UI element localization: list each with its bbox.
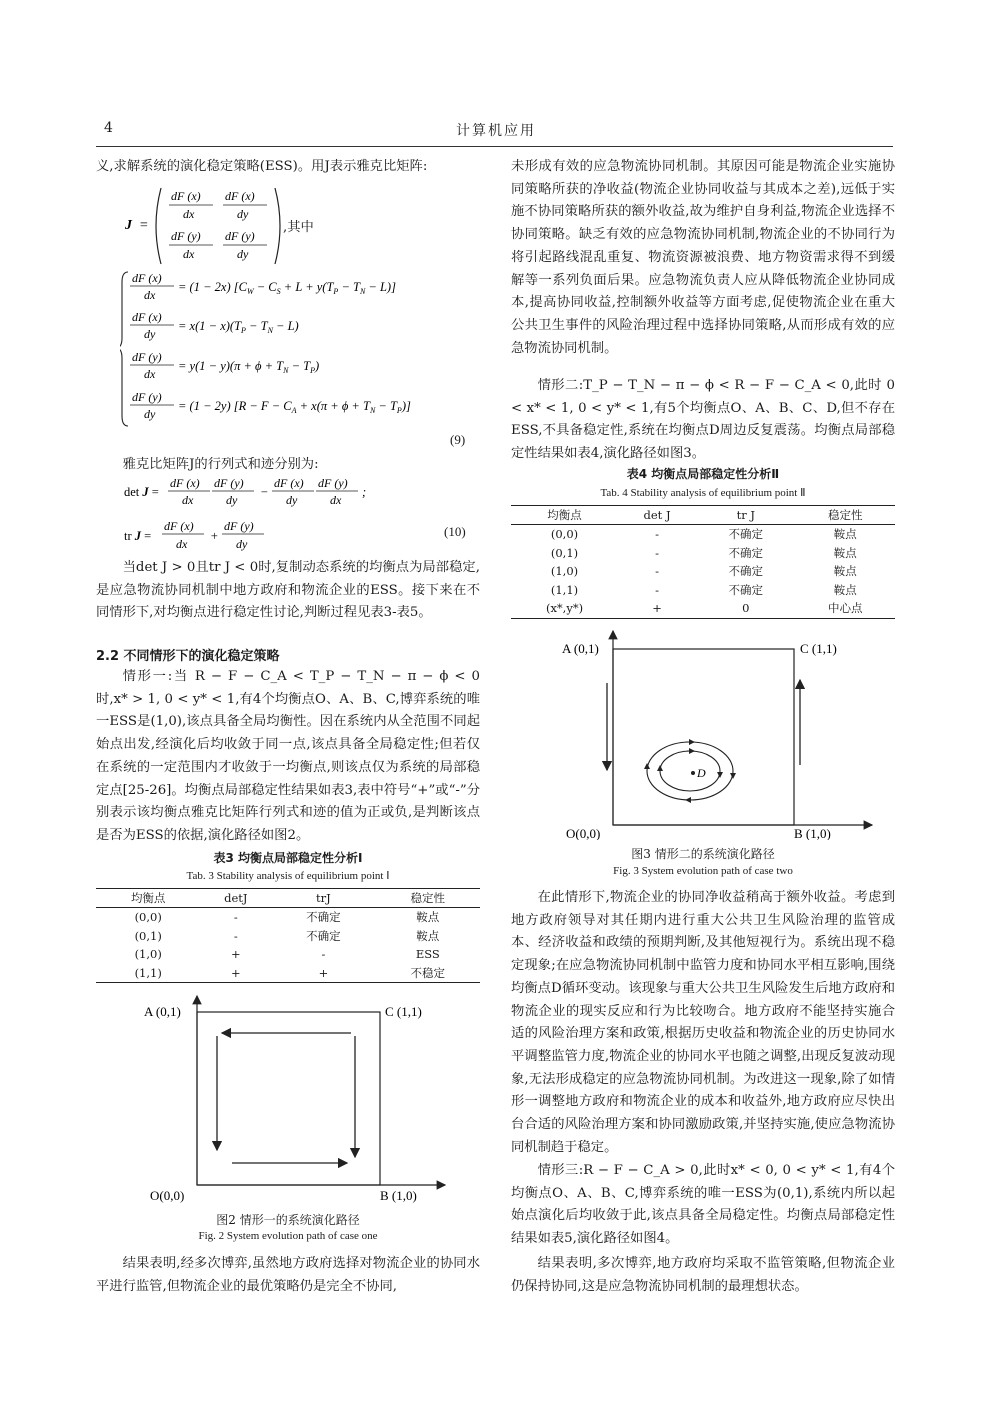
table-cell: 鞍点 [833, 527, 857, 541]
det-intro: 雅克比矩阵J的行列式和迹分别为: [122, 457, 319, 472]
svg-text:;: ; [362, 485, 367, 499]
table-cell: (0,0) [550, 527, 579, 541]
table3 [96, 888, 480, 983]
journal-title: 计算机应用 [456, 123, 536, 139]
svg-text:dF (y): dF (y) [171, 229, 201, 243]
svg-text:= x(1 − x)(TP − TN − L): = $x(1 - x)(T_P - T_N - L)$ [178, 319, 299, 335]
svg-text:dx: dx [183, 207, 195, 221]
figure3-label-a: A (0,1) [562, 641, 599, 656]
svg-text:dy: dy [144, 327, 156, 341]
table-cell: 不确定 [728, 564, 764, 578]
header-rule [96, 146, 893, 147]
svg-text:dF (x): dF (x) [171, 189, 201, 203]
figure2-caption: 图2 情形一的系统演化路径 [216, 1213, 360, 1227]
equation-10-svg [124, 474, 384, 556]
figure2-caption-en: Fig. 2 System evolution path of case one [198, 1230, 378, 1242]
figure3-label-b: B (1,0) [794, 826, 831, 840]
equation-9-number: (9) [450, 432, 466, 447]
table-cell: - [321, 947, 326, 961]
table3-header: detJ [200, 889, 271, 908]
table-row [511, 544, 895, 563]
table-cell: 不稳定 [376, 964, 480, 983]
table-row [511, 581, 895, 600]
svg-text:tr J =: tr J = [124, 529, 152, 543]
svg-text:dx: dx [144, 367, 156, 381]
svg-text:J: J [125, 218, 132, 233]
table3-header: trJ [271, 889, 375, 908]
jacobian-matrix [125, 182, 385, 274]
table-cell: - [655, 564, 659, 578]
table3-caption-en: Tab. 3 Stability analysis of equilibrium point Ⅰ [186, 870, 390, 882]
table-row [96, 964, 480, 983]
equation-10-number: (10) [444, 524, 466, 539]
table3-header-row [96, 889, 480, 908]
table3-header: 均衡点 [96, 889, 200, 908]
equation-9-svg [120, 268, 480, 430]
table4 [511, 505, 895, 619]
figure3-inner-orbit [660, 751, 720, 791]
result3-paragraph: 结果表明,多次博弈,地方政府均采取不监管策略,但物流企业仍保持协同,这是应急物流协同机制的最理想状态。 [511, 1256, 895, 1294]
jacobian-suffix: ,其中 [283, 220, 314, 235]
table-cell: (0,0) [134, 910, 162, 924]
table4-caption-en: Tab. 4 Stability analysis of equilibrium point Ⅱ [600, 487, 806, 499]
case2-result-paragraph: 在此情形下,物流企业的协同净收益稍高于额外收益。考虑到地方政府领导对其任期内进行重大公共卫生风险治理的监管成本、经济收益和政绩的预期判断,及其他短视行为。系统出现不稳定现象;在应急物流协同机制中监管力度和协同水平相互影响,围绕均衡点D循环变动。该现象与重大公共卫生风险发生后地方政府和物流企业的现实反应和行为比较吻合。地方政府不能坚持实施合适的风险治理方案和政策,根据历史收益和物流企业的历史协同水平调整监管力度,物流企业的协同水平也随之调整,出现反复波动现象,无法形成稳定的应急物流协同机制。为改进这一现象,除了如情形一调整地方政府和物流企业的成本和收益外,地方政府应尽快出台合适的风险治理方案和协同激励政策,并坚持实施,使应急物流协同机制趋于稳定。 [511, 890, 895, 1155]
table-cell: 鞍点 [833, 582, 857, 597]
svg-text:dF (x): dF (x) [164, 519, 194, 533]
table-cell: - [233, 910, 238, 924]
svg-text:= y(1 − y)(π + ϕ + TN − TP): = $y(1 - y)(\pi + \phi + T_N - T_P)$ [178, 359, 320, 375]
intro-paragraph: 义,求解系统的演化稳定策略(ESS)。用J表示雅克比矩阵: [96, 159, 428, 174]
figure3-caption-en: Fig. 3 System evolution path of case two [613, 865, 793, 877]
svg-text:= (1 − 2x) [CW − CS + L + y(TP: = (1 − 2x) $[C_W - C_S + L + y(T_P - T_N - L)]$ [178, 280, 396, 296]
table-cell: 中心点 [796, 599, 895, 618]
svg-text:dF (y): dF (y) [318, 476, 348, 490]
table-row [511, 525, 895, 544]
table-cell: 不确定 [306, 910, 341, 924]
table-cell: (1,1) [96, 964, 200, 983]
table-row [96, 908, 480, 927]
table-row [511, 599, 895, 618]
figure3-label-c: C (1,1) [800, 641, 837, 656]
table-cell: + [200, 964, 271, 983]
table3-header: 稳定性 [376, 889, 480, 908]
table-row [511, 562, 895, 581]
svg-text:+: + [210, 529, 219, 543]
svg-text:det J =: det J = [124, 485, 159, 499]
table-cell: + [230, 947, 241, 961]
svg-text:dx: dx [183, 247, 195, 261]
svg-text:dx: dx [144, 288, 156, 302]
table-cell: 不确定 [728, 582, 764, 597]
figure2-label-b: B (1,0) [380, 1188, 417, 1203]
table4-header: 均衡点 [511, 506, 618, 525]
svg-text:dx: dx [182, 493, 194, 507]
svg-text:dF (x): dF (x) [274, 476, 304, 490]
table-cell: - [655, 527, 659, 541]
table-cell: ESS [415, 947, 440, 961]
table-row [96, 945, 480, 964]
figure2-label-o: O(0,0) [150, 1188, 185, 1203]
figure3-caption: 图3 情形二的系统演化路径 [631, 847, 775, 861]
svg-text:dF (x): dF (x) [225, 189, 255, 203]
condition-paragraph: 当det J > 0且tr J < 0时,复制动态系统的均衡点为局部稳定,是应急物流协同机制中地方政府和物流企业的ESS。接下来在不同情形下,对均衡点进行稳定性讨论,判断过程见表3-表5。 [96, 560, 480, 621]
svg-text:−: − [260, 485, 269, 499]
table-cell: (0,1) [550, 545, 579, 560]
table-cell: - [655, 545, 659, 560]
case2-paragraph: 情形二:T_P − T_N − π − ϕ < R − F − C_A < 0,此时 0 < x* < 1, 0 < y* < 1,有5个均衡点O、A、B、C、D,但不存在ESS,不具备稳定性,系统在均衡点D周边反复震荡。均衡点局部稳定性结果如表4,演化路径如图3。 [511, 378, 895, 462]
table-cell: 不确定 [728, 527, 764, 541]
table-cell: - [233, 928, 238, 943]
svg-text:dF (x): dF (x) [132, 271, 162, 285]
svg-text:dF (x): dF (x) [170, 476, 200, 490]
table-cell: 鞍点 [833, 564, 857, 578]
svg-text:dF (y): dF (y) [132, 350, 162, 364]
figure2-label-a: A (0,1) [144, 1004, 181, 1019]
table-row [96, 927, 480, 946]
table4-header: tr J [696, 506, 795, 525]
svg-text:dF (y): dF (y) [225, 229, 255, 243]
table-cell: 鞍点 [416, 928, 440, 943]
table4-header: 稳定性 [796, 506, 895, 525]
equation-9 [120, 268, 480, 434]
table-cell: (x*,y*) [511, 599, 618, 618]
jacobian-svg [125, 182, 385, 270]
table-cell: 0 [696, 599, 795, 618]
figure2-label-c: C (1,1) [385, 1004, 422, 1019]
svg-text:=: = [139, 218, 149, 233]
table-cell: - [655, 582, 659, 597]
table-cell: + [618, 599, 696, 618]
table-cell: (0,1) [134, 928, 162, 943]
equation-10 [124, 474, 384, 560]
table-cell: 鞍点 [833, 545, 857, 560]
svg-text:dy: dy [236, 537, 248, 551]
svg-text:dy: dy [226, 493, 238, 507]
table-cell: 不确定 [728, 545, 764, 560]
table4-caption: 表4 均衡点局部稳定性分析Ⅱ [626, 467, 780, 481]
svg-text:dx: dx [176, 537, 188, 551]
table-cell: (1,1) [550, 582, 579, 597]
page-number: 4 [104, 120, 113, 136]
svg-text:dy: dy [144, 407, 156, 421]
svg-text:dF (x): dF (x) [132, 310, 162, 324]
svg-text:dy: dy [237, 207, 249, 221]
table4-header: det J [618, 506, 696, 525]
figure3 [560, 625, 880, 840]
table-cell: 不确定 [306, 928, 341, 943]
figure3-label-o: O(0,0) [566, 826, 601, 840]
case3-paragraph: 情形三:R − F − C_A > 0,此时x* < 0, 0 < y* < 1,有4个均衡点O、A、B、C,博弈系统的唯一ESS为(0,1),系统内所以起始点演化后均收敛于此,该点具备全局稳定性。均衡点局部稳定性结果如表5,演化路径如图4。 [511, 1163, 895, 1247]
case1-paragraph: 情形一:当 R − F − C_A < T_P − T_N − π − ϕ < 0 时,x* > 1, 0 < y* < 1,有4个均衡点O、A、B、C,博弈系统的唯一ESS是(1,0),该点具备全局均衡性。因在系统内从全范围不同起始点出发,经演化后均收敛于同一点,该点具备全局稳定性;但若仅在系统的一定范围内才收敛于一均衡点,则该点仅为系统的局部稳定点[25-26]。均衡点局部稳定性结果如表3,表中符号“+”或“-”分别表示该均衡点雅克比矩阵行列式和迹的值为正或负,是判断该点是否为ESS的依据,演化路径如图2。 [96, 669, 480, 843]
svg-text:dF (y): dF (y) [214, 476, 244, 490]
figure2 [140, 990, 450, 1205]
svg-text:dy: dy [286, 493, 298, 507]
table4-header-row [511, 506, 895, 525]
table-cell: 鞍点 [416, 910, 440, 924]
table-cell: (1,0) [550, 564, 579, 578]
svg-text:dx: dx [330, 493, 342, 507]
section-title: 2.2 不同情形下的演化稳定策略 [96, 649, 280, 664]
result1-paragraph: 结果表明,经多次博弈,虽然地方政府选择对物流企业的协同水平进行监管,但物流企业的最优策略仍是完全不协同, [96, 1256, 480, 1294]
figure3-point-d [691, 771, 695, 775]
svg-text:dy: dy [237, 247, 249, 261]
right-continuation-paragraph: 未形成有效的应急物流协同机制。其原因可能是物流企业实施协同策略所获的净收益(物流企业协同收益与其成本之差),远低于实施不协同策略所获的额外收益,故为维护自身利益,物流企业选择不协同策略。缺乏有效的应急物流协同机制,物流企业的不协同行为将引起路线混乱重复、物流资源被浪费、地方物资需求得不到缓解等一系列负面后果。应急物流负责人应从降低物流企业协同成本,提高协同收益,控制额外收益等方面考虑,促使物流企业在重大公共卫生事件的风险治理过程中选择协同策略,从而形成有效的应急物流协同机制。 [511, 159, 895, 356]
svg-text:= (1 − 2y) [R − F − CA + x(π +: = (1 − 2y) $[R - F - C_A + x(\pi + \phi + T_N - T_P)]$ [178, 399, 411, 415]
table-cell: (1,0) [134, 947, 162, 961]
figure2-phase-box [197, 1012, 380, 1185]
figure3-label-d: D [697, 766, 706, 780]
svg-text:dF (y): dF (y) [224, 519, 254, 533]
table3-caption: 表3 均衡点局部稳定性分析Ⅰ [213, 851, 363, 865]
table-cell: + [271, 964, 375, 983]
svg-text:dF (y): dF (y) [132, 390, 162, 404]
